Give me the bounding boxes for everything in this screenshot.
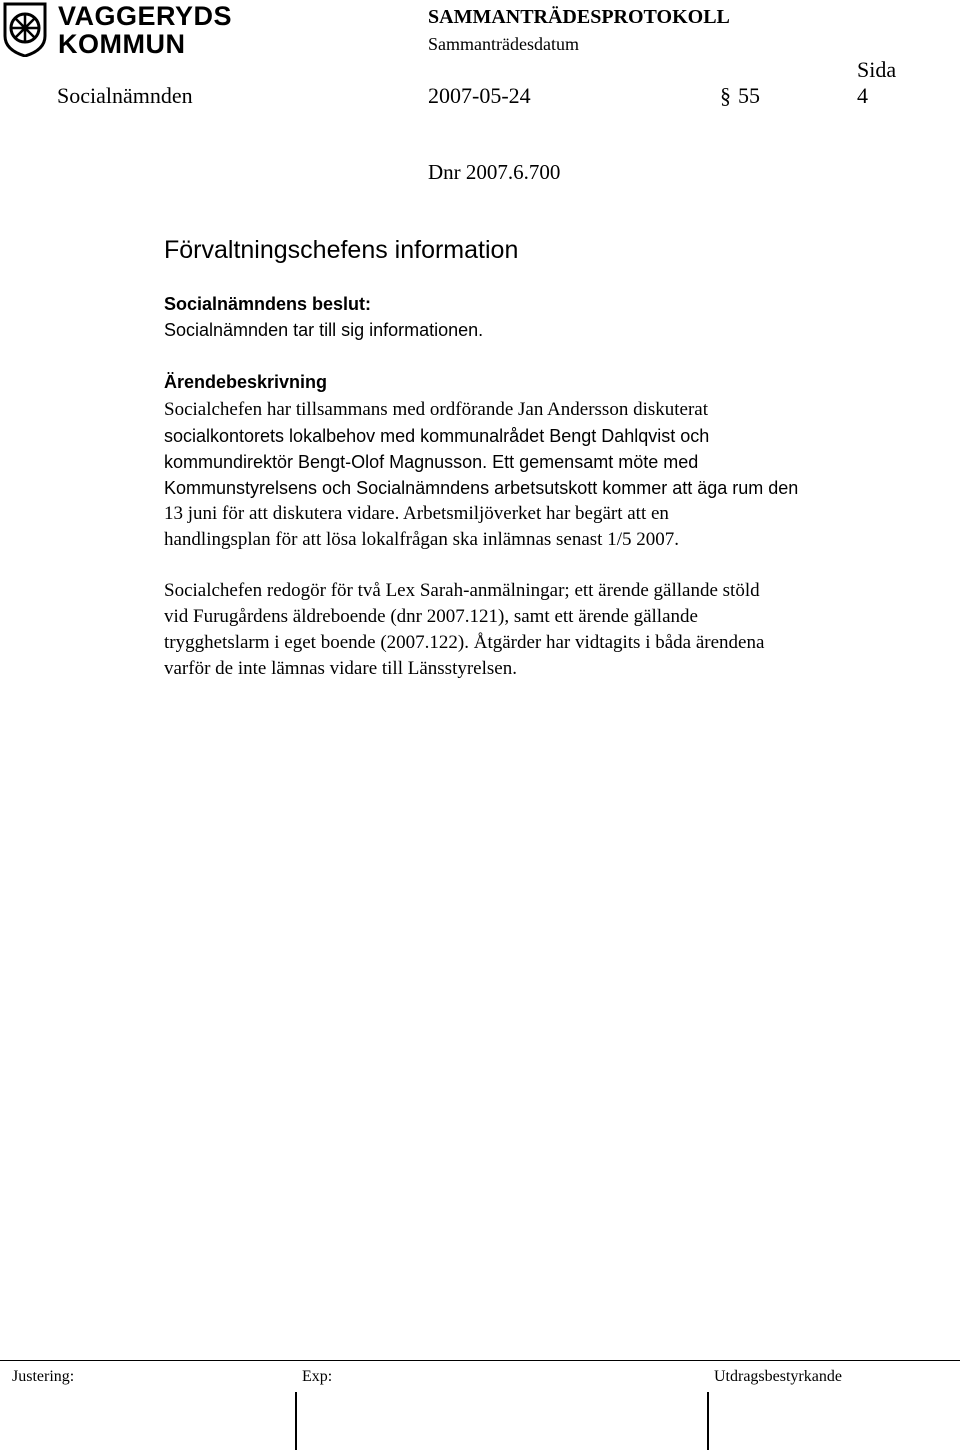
- decision-heading: Socialnämndens beslut:: [164, 294, 372, 314]
- page-label: Sida: [857, 57, 897, 82]
- paragraph-line: Socialchefen redogör för två Lex Sarah-anmälningar; ett ärende gällande stöld: [164, 580, 760, 601]
- page-number: 4: [857, 83, 868, 108]
- description-line: 13 juni för att diskutera vidare. Arbetsmiljöverket har begärt att en: [164, 503, 669, 524]
- committee-name: Socialnämnden: [57, 83, 193, 108]
- logo-line-1: VAGGERYDS: [58, 1, 233, 31]
- section-sign: §: [720, 83, 731, 108]
- kommun-logo-text: [58, 2, 232, 58]
- exp-label: Exp:: [302, 1368, 333, 1385]
- description-heading: Ärendebeskrivning: [164, 372, 328, 392]
- protocol-title: SAMMANTRÄDESPROTOKOLL: [428, 6, 730, 28]
- description-paragraph: [164, 397, 894, 553]
- logo-line-2: KOMMUN: [58, 29, 186, 59]
- description-line: socialkontorets lokalbehov med kommunalrådet Bengt Dahlqvist och: [164, 426, 710, 446]
- diary-number: Dnr 2007.6.700: [428, 160, 561, 184]
- paragraph-line: vid Furugårdens äldreboende (dnr 2007.121), samt ett ärende gällande: [164, 606, 698, 627]
- paragraph-line: trygghetslarm i eget boende (2007.122). Åtgärder har vidtagits i båda ärendena: [164, 632, 765, 653]
- page-title: Förvaltningschefens information: [164, 236, 519, 264]
- footer-separator: [295, 1392, 297, 1450]
- utdrag-label: Utdragsbestyrkande: [714, 1368, 842, 1385]
- meeting-date-label: Sammanträdesdatum: [428, 34, 579, 54]
- decision-text: Socialnämnden tar till sig informationen.: [164, 320, 484, 340]
- paragraph-line: varför de inte lämnas vidare till Länsstyrelsen.: [164, 658, 517, 679]
- meeting-date: 2007-05-24: [428, 83, 531, 108]
- description-line: handlingsplan för att lösa lokalfrågan ska inlämnas senast 1/5 2007.: [164, 529, 679, 550]
- description-line: Socialchefen har tillsammans med ordförande Jan Andersson diskuterat: [164, 399, 708, 420]
- description-line: Kommunstyrelsens och Socialnämndens arbetsutskott kommer att äga rum den: [164, 478, 799, 498]
- footer-divider: [0, 1360, 960, 1361]
- lex-sarah-paragraph: [164, 578, 894, 682]
- kommun-logo-icon: [3, 2, 47, 57]
- footer-separator: [707, 1392, 709, 1450]
- description-line: kommundirektör Bengt-Olof Magnusson. Ett gemensamt möte med: [164, 452, 699, 472]
- justering-label: Justering:: [12, 1368, 75, 1385]
- paragraph-number: 55: [738, 83, 760, 108]
